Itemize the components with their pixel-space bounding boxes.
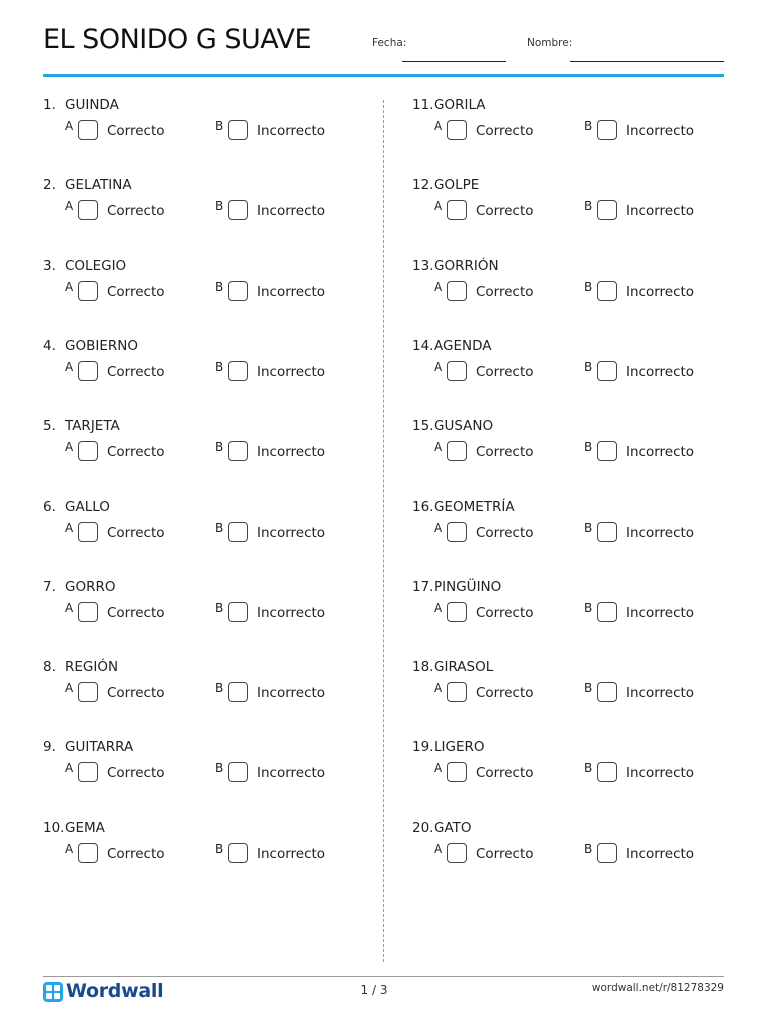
option-b-letter: B <box>215 119 224 133</box>
option-a-letter: A <box>434 279 443 294</box>
option-b-label: Incorrecto <box>257 363 326 380</box>
question-number: 9. <box>43 739 56 756</box>
question-item <box>412 499 732 569</box>
option-b-checkbox[interactable] <box>228 602 248 622</box>
option-b-letter: B <box>584 761 593 776</box>
question-word: GUINDA <box>65 97 119 113</box>
option-a-checkbox[interactable] <box>78 602 98 622</box>
option-a-letter: A <box>434 600 443 615</box>
question-item <box>43 258 363 328</box>
option-a-letter: A <box>434 841 443 856</box>
option-a-letter: A <box>65 440 74 455</box>
option-a-label: Correcto <box>476 765 534 782</box>
option-b-checkbox[interactable] <box>597 120 617 140</box>
option-a-checkbox[interactable] <box>78 361 98 381</box>
name-label: Nombre: <box>527 37 573 49</box>
option-a-checkbox[interactable] <box>78 843 98 863</box>
option-b-checkbox[interactable] <box>597 522 617 542</box>
option-a-letter: A <box>65 119 74 133</box>
question-item <box>43 338 363 408</box>
question-word: GORRIÓN <box>434 257 499 274</box>
option-a-letter: A <box>434 520 443 535</box>
option-b-checkbox[interactable] <box>597 361 617 381</box>
question-item <box>412 820 732 890</box>
option-b-letter: B <box>584 279 593 294</box>
question-number: 7. <box>43 578 56 595</box>
option-a-letter: A <box>434 761 443 776</box>
question-item <box>43 177 363 247</box>
option-a-checkbox[interactable] <box>78 682 98 702</box>
option-b-checkbox[interactable] <box>228 120 248 140</box>
option-b-label: Incorrecto <box>626 444 695 461</box>
option-b-checkbox[interactable] <box>228 281 248 301</box>
option-b-checkbox[interactable] <box>228 522 248 542</box>
option-a-checkbox[interactable] <box>447 602 467 622</box>
option-a-checkbox[interactable] <box>78 200 98 220</box>
option-a-label: Correcto <box>476 123 534 139</box>
question-word: AGENDA <box>434 337 492 354</box>
question-word: PINGÜINO <box>434 578 502 595</box>
option-a-checkbox[interactable] <box>447 441 467 461</box>
question-word: GEMA <box>65 819 105 836</box>
option-a-letter: A <box>65 199 74 214</box>
option-a-label: Correcto <box>107 845 165 862</box>
worksheet-url: wordwall.net/r/81278329 <box>591 982 724 994</box>
question-number: 19. <box>412 739 434 756</box>
option-b-checkbox[interactable] <box>597 682 617 702</box>
option-a-label: Correcto <box>107 524 165 541</box>
option-a-checkbox[interactable] <box>78 441 98 461</box>
option-b-label: Incorrecto <box>257 765 326 782</box>
option-a-letter: A <box>434 681 443 696</box>
option-a-letter: A <box>65 520 74 535</box>
question-number: 3. <box>43 257 56 274</box>
question-item <box>412 659 732 729</box>
question-number: 15. <box>412 418 434 435</box>
option-a-checkbox[interactable] <box>447 682 467 702</box>
option-a-letter: A <box>434 440 443 455</box>
option-a-label: Correcto <box>107 604 165 621</box>
option-a-letter: A <box>65 681 74 696</box>
date-label: Fecha: <box>372 37 407 49</box>
question-word: GEOMETRÍA <box>434 498 515 515</box>
question-item <box>43 579 363 649</box>
question-number: 18. <box>412 659 434 676</box>
brand-name: Wordwall <box>66 980 164 1002</box>
date-field-line[interactable] <box>402 61 506 62</box>
option-b-letter: B <box>584 841 593 856</box>
option-a-letter: A <box>434 119 443 133</box>
option-a-label: Correcto <box>476 524 534 541</box>
option-a-label: Correcto <box>476 685 534 702</box>
option-b-label: Incorrecto <box>626 524 695 541</box>
option-a-checkbox[interactable] <box>447 281 467 301</box>
question-word: COLEGIO <box>65 257 127 274</box>
option-b-checkbox[interactable] <box>597 200 617 220</box>
wordwall-logo-icon <box>43 982 63 1002</box>
option-b-label: Incorrecto <box>626 283 695 300</box>
option-a-checkbox[interactable] <box>447 200 467 220</box>
option-b-label: Incorrecto <box>626 123 695 139</box>
question-number: 20. <box>412 819 434 836</box>
option-b-letter: B <box>215 841 224 856</box>
option-b-letter: B <box>584 119 593 133</box>
option-a-letter: A <box>434 359 443 374</box>
question-number: 8. <box>43 659 56 676</box>
option-b-letter: B <box>215 199 224 214</box>
page-number: 1 / 3 <box>360 983 388 997</box>
option-b-letter: B <box>215 520 224 535</box>
option-b-label: Incorrecto <box>257 685 326 702</box>
option-a-letter: A <box>65 279 74 294</box>
option-a-label: Correcto <box>476 444 534 461</box>
question-number: 11. <box>412 97 434 113</box>
option-b-letter: B <box>215 681 224 696</box>
option-a-label: Correcto <box>476 283 534 300</box>
option-b-label: Incorrecto <box>626 845 695 862</box>
header-divider <box>43 74 724 77</box>
option-b-label: Incorrecto <box>257 203 326 220</box>
option-b-checkbox[interactable] <box>228 361 248 381</box>
option-b-label: Incorrecto <box>626 604 695 621</box>
question-number: 14. <box>412 337 434 354</box>
option-b-checkbox[interactable] <box>228 762 248 782</box>
question-word: GUSANO <box>434 418 494 435</box>
question-item <box>412 258 732 328</box>
option-b-checkbox[interactable] <box>597 441 617 461</box>
option-a-checkbox[interactable] <box>78 522 98 542</box>
column-divider <box>383 100 384 962</box>
option-a-letter: A <box>65 600 74 615</box>
question-word: GOBIERNO <box>65 337 138 354</box>
question-item <box>412 97 732 167</box>
option-a-label: Correcto <box>476 604 534 621</box>
question-number: 16. <box>412 498 434 515</box>
option-a-letter: A <box>434 199 443 214</box>
footer-divider <box>43 976 724 977</box>
question-word: GALLO <box>65 498 110 515</box>
question-item <box>412 579 732 649</box>
option-a-label: Correcto <box>107 283 165 300</box>
option-a-letter: A <box>65 359 74 374</box>
option-b-label: Incorrecto <box>257 123 326 139</box>
option-b-checkbox[interactable] <box>228 200 248 220</box>
option-b-label: Incorrecto <box>257 845 326 862</box>
option-b-label: Incorrecto <box>626 765 695 782</box>
option-b-letter: B <box>584 520 593 535</box>
question-word: GATO <box>434 819 472 836</box>
option-b-checkbox[interactable] <box>228 682 248 702</box>
option-a-label: Correcto <box>107 363 165 380</box>
question-number: 6. <box>43 498 56 515</box>
option-a-checkbox[interactable] <box>447 843 467 863</box>
worksheet-header <box>43 0 724 80</box>
question-word: GIRASOL <box>434 659 494 676</box>
question-word: GORILA <box>434 97 486 113</box>
option-b-label: Incorrecto <box>626 685 695 702</box>
question-number: 12. <box>412 177 434 194</box>
option-a-checkbox[interactable] <box>78 281 98 301</box>
option-b-checkbox[interactable] <box>597 762 617 782</box>
question-item <box>412 418 732 488</box>
option-a-checkbox[interactable] <box>447 762 467 782</box>
question-word: GORRO <box>65 578 116 595</box>
question-number: 2. <box>43 177 56 194</box>
option-a-label: Correcto <box>107 765 165 782</box>
option-b-checkbox[interactable] <box>597 843 617 863</box>
option-a-checkbox[interactable] <box>447 120 467 140</box>
question-number: 4. <box>43 337 56 354</box>
option-b-label: Incorrecto <box>257 524 326 541</box>
option-b-checkbox[interactable] <box>228 441 248 461</box>
question-item <box>412 739 732 809</box>
option-b-letter: B <box>584 359 593 374</box>
option-a-label: Correcto <box>476 845 534 862</box>
option-a-label: Correcto <box>107 123 165 139</box>
question-item <box>43 739 363 809</box>
question-number: 1. <box>43 97 56 113</box>
option-a-label: Correcto <box>107 203 165 220</box>
option-b-checkbox[interactable] <box>597 281 617 301</box>
question-item <box>43 820 363 890</box>
option-b-letter: B <box>215 359 224 374</box>
option-a-letter: A <box>65 841 74 856</box>
question-number: 10. <box>43 819 65 836</box>
question-word: GUITARRA <box>65 739 134 756</box>
option-b-letter: B <box>215 600 224 615</box>
question-number: 17. <box>412 578 434 595</box>
option-a-label: Correcto <box>107 685 165 702</box>
question-word: GELATINA <box>65 177 132 194</box>
question-item <box>412 338 732 408</box>
option-b-label: Incorrecto <box>257 604 326 621</box>
option-b-checkbox[interactable] <box>597 602 617 622</box>
option-b-label: Incorrecto <box>626 363 695 380</box>
option-a-letter: A <box>65 761 74 776</box>
option-a-checkbox[interactable] <box>78 120 98 140</box>
option-a-label: Correcto <box>476 363 534 380</box>
option-b-letter: B <box>215 279 224 294</box>
option-b-label: Incorrecto <box>626 203 695 220</box>
question-word: GOLPE <box>434 177 480 194</box>
option-b-letter: B <box>584 199 593 214</box>
question-item <box>43 659 363 729</box>
option-a-checkbox[interactable] <box>447 522 467 542</box>
question-number: 5. <box>43 418 56 435</box>
option-b-letter: B <box>584 681 593 696</box>
option-a-checkbox[interactable] <box>447 361 467 381</box>
option-b-label: Incorrecto <box>257 444 326 461</box>
name-field-line[interactable] <box>570 61 724 62</box>
question-item <box>43 418 363 488</box>
option-a-label: Correcto <box>476 203 534 220</box>
question-number: 13. <box>412 257 434 274</box>
question-item <box>43 499 363 569</box>
option-b-letter: B <box>584 600 593 615</box>
worksheet-title: EL SONIDO G SUAVE <box>43 24 312 55</box>
option-b-letter: B <box>215 761 224 776</box>
question-word: REGIÓN <box>65 659 119 676</box>
option-b-letter: B <box>584 440 593 455</box>
option-a-label: Correcto <box>107 444 165 461</box>
option-a-checkbox[interactable] <box>78 762 98 782</box>
option-b-label: Incorrecto <box>257 283 326 300</box>
question-word: TARJETA <box>65 418 120 435</box>
question-word: LIGERO <box>434 739 485 756</box>
option-b-checkbox[interactable] <box>228 843 248 863</box>
question-item <box>412 177 732 247</box>
question-item <box>43 97 363 167</box>
option-b-letter: B <box>215 440 224 455</box>
